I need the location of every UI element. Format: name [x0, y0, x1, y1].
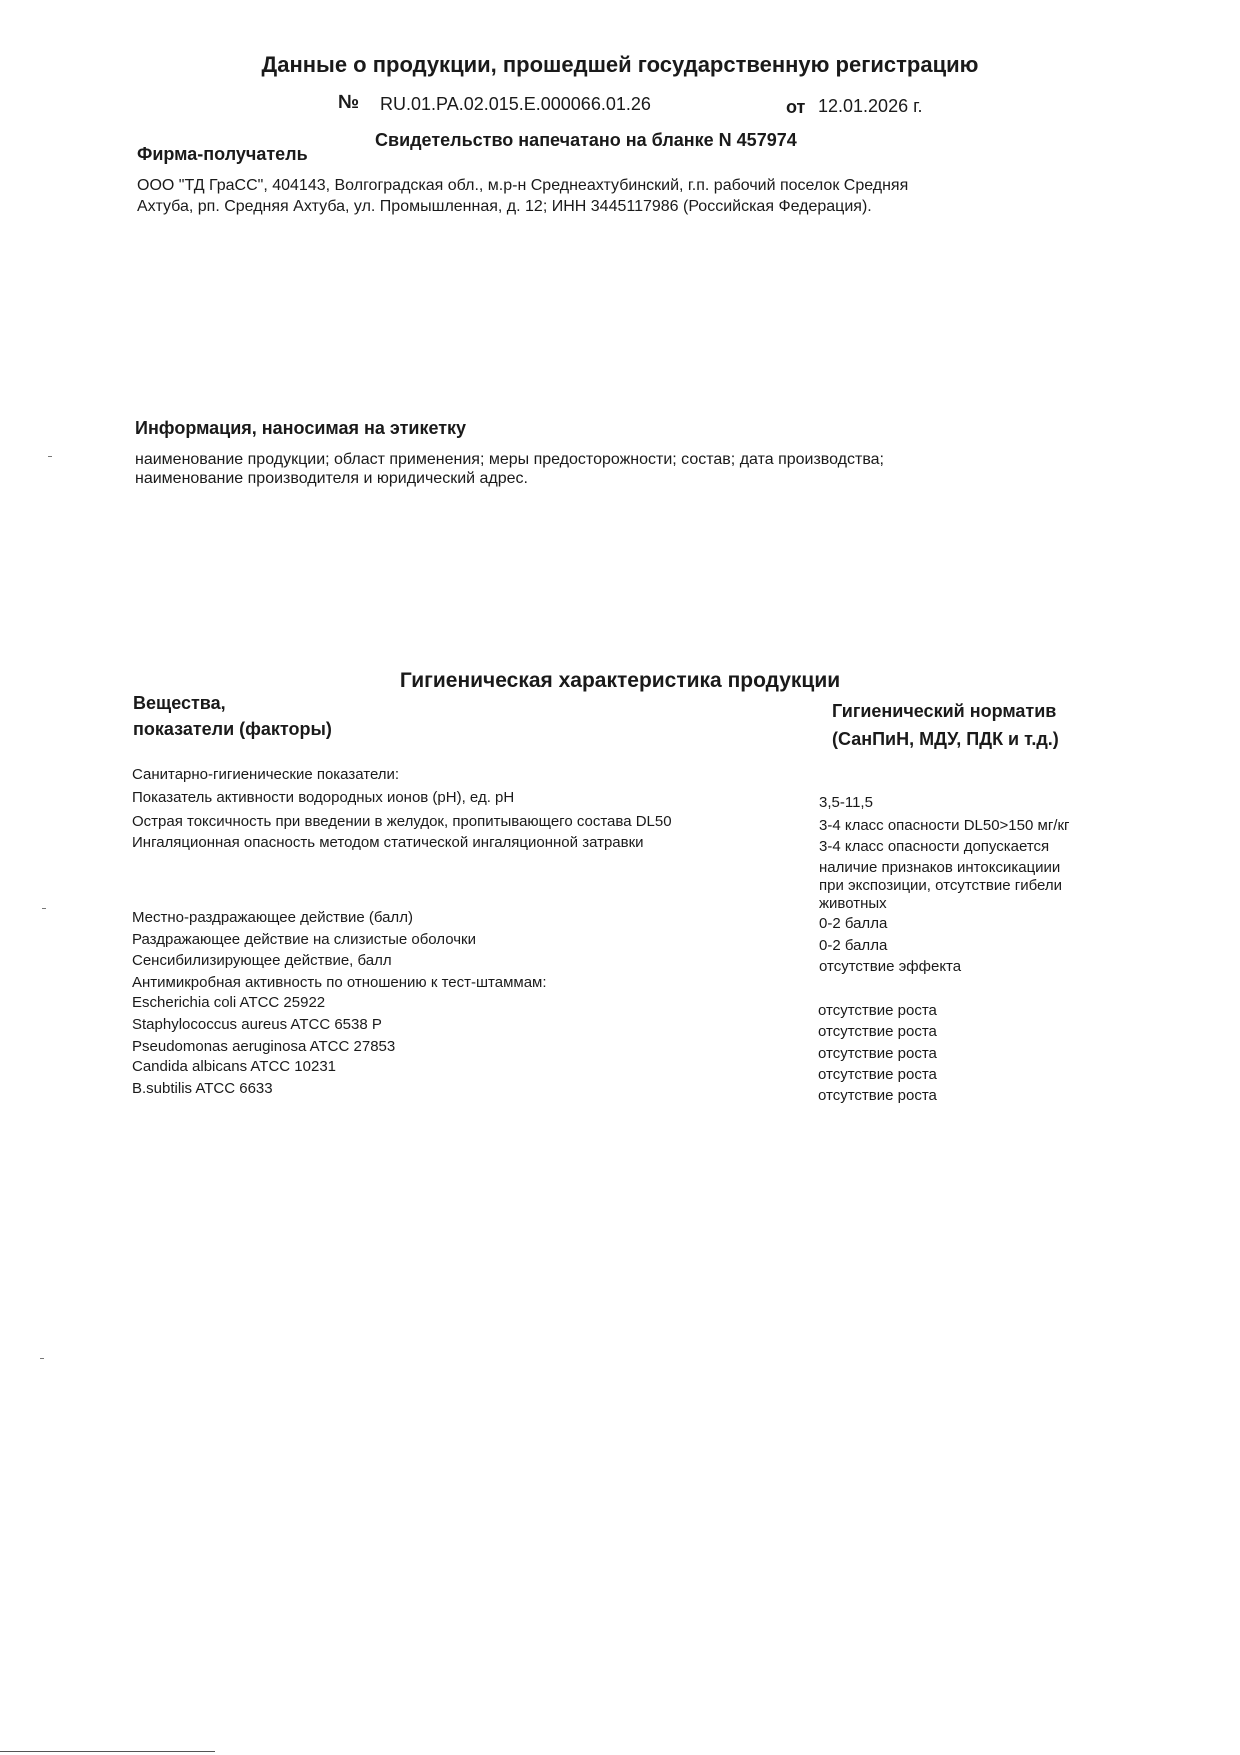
left-row: Местно-раздражающее действие (балл) — [132, 909, 413, 926]
date-prefix: от — [786, 97, 806, 117]
right-header: Гигиенический норматив — [832, 701, 1057, 721]
registration-date: 12.01.2026 г. — [818, 96, 923, 116]
scan-speck — [48, 456, 52, 457]
right-row: отсутствие роста — [818, 1066, 937, 1083]
left-row: Сенсибилизирующее действие, балл — [132, 952, 392, 969]
label-info-heading: Информация, наносимая на этикетку — [135, 418, 467, 438]
left-row: Антимикробная активность по отношению к тест-штаммам: — [132, 974, 547, 991]
left-row: Escherichia coli ATCC 25922 — [132, 994, 326, 1011]
right-row: отсутствие роста — [818, 1023, 937, 1040]
label-info-line: наименование продукции; област применения; меры предосторожности; состав; дата производства; — [135, 451, 884, 468]
recipient-heading: Фирма-получатель — [137, 144, 308, 164]
left-row: Candida albicans ATCC 10231 — [132, 1058, 337, 1075]
left-row: Раздражающее действие на слизистые оболочки — [132, 931, 476, 948]
blank-number: Свидетельство напечатано на бланке N 457974 — [375, 130, 797, 150]
right-row: наличие признаков интоксикациии — [819, 859, 1061, 876]
scan-edge-line — [0, 1751, 215, 1752]
left-row: Показатель активности водородных ионов (pH), ед. pH — [132, 789, 515, 806]
recipient-line: ООО "ТД ГраСС", 404143, Волгоградская обл., м.р-н Среднеахтубинский, г.п. рабочий поселок Средняя — [137, 177, 909, 194]
right-row: отсутствие роста — [818, 1087, 937, 1104]
right-header: (СанПиН, МДУ, ПДК и т.д.) — [832, 729, 1059, 749]
left-row: Staphylococcus aureus ATCC 6538 P — [132, 1016, 382, 1033]
left-row: Острая токсичность при введении в желудок, пропитывающего состава DL50 — [132, 813, 672, 830]
left-row: Санитарно-гигиенические показатели: — [132, 766, 400, 783]
scan-speck — [40, 1358, 44, 1359]
hygiene-title: Гигиеническая характеристика продукции — [399, 669, 841, 692]
label-info-line: наименование производителя и юридический адрес. — [135, 470, 528, 487]
registration-number: RU.01.PA.02.015.E.000066.01.26 — [380, 94, 651, 114]
left-row: Pseudomonas aeruginosa ATCC 27853 — [132, 1038, 396, 1055]
left-header: показатели (факторы) — [133, 719, 332, 739]
scan-speck — [42, 908, 46, 909]
right-row: отсутствие роста — [818, 1045, 937, 1062]
right-row: 3-4 класс опасности допускается — [819, 838, 1050, 855]
document-title: Данные о продукции, прошедшей государственную регистрацию — [261, 52, 979, 77]
right-row: 0-2 балла — [819, 915, 888, 932]
right-row: отсутствие эффекта — [819, 958, 962, 975]
right-row: при экспозиции, отсутствие гибели — [819, 877, 1063, 894]
right-row: 3-4 класс опасности DL50>150 мг/кг — [819, 817, 1070, 834]
right-row: 3,5-11,5 — [819, 794, 873, 811]
left-row: B.subtilis ATCC 6633 — [132, 1080, 273, 1097]
right-row: 0-2 балла — [819, 937, 888, 954]
number-sign: № — [338, 92, 360, 113]
right-row: отсутствие роста — [818, 1002, 937, 1019]
left-row: Ингаляционная опасность методом статической ингаляционной затравки — [132, 834, 644, 851]
left-header: Вещества, — [133, 693, 226, 713]
right-row: животных — [819, 895, 887, 912]
recipient-line: Ахтуба, рп. Средняя Ахтуба, ул. Промышленная, д. 12; ИНН 3445117986 (Российская Федерация). — [137, 198, 872, 215]
